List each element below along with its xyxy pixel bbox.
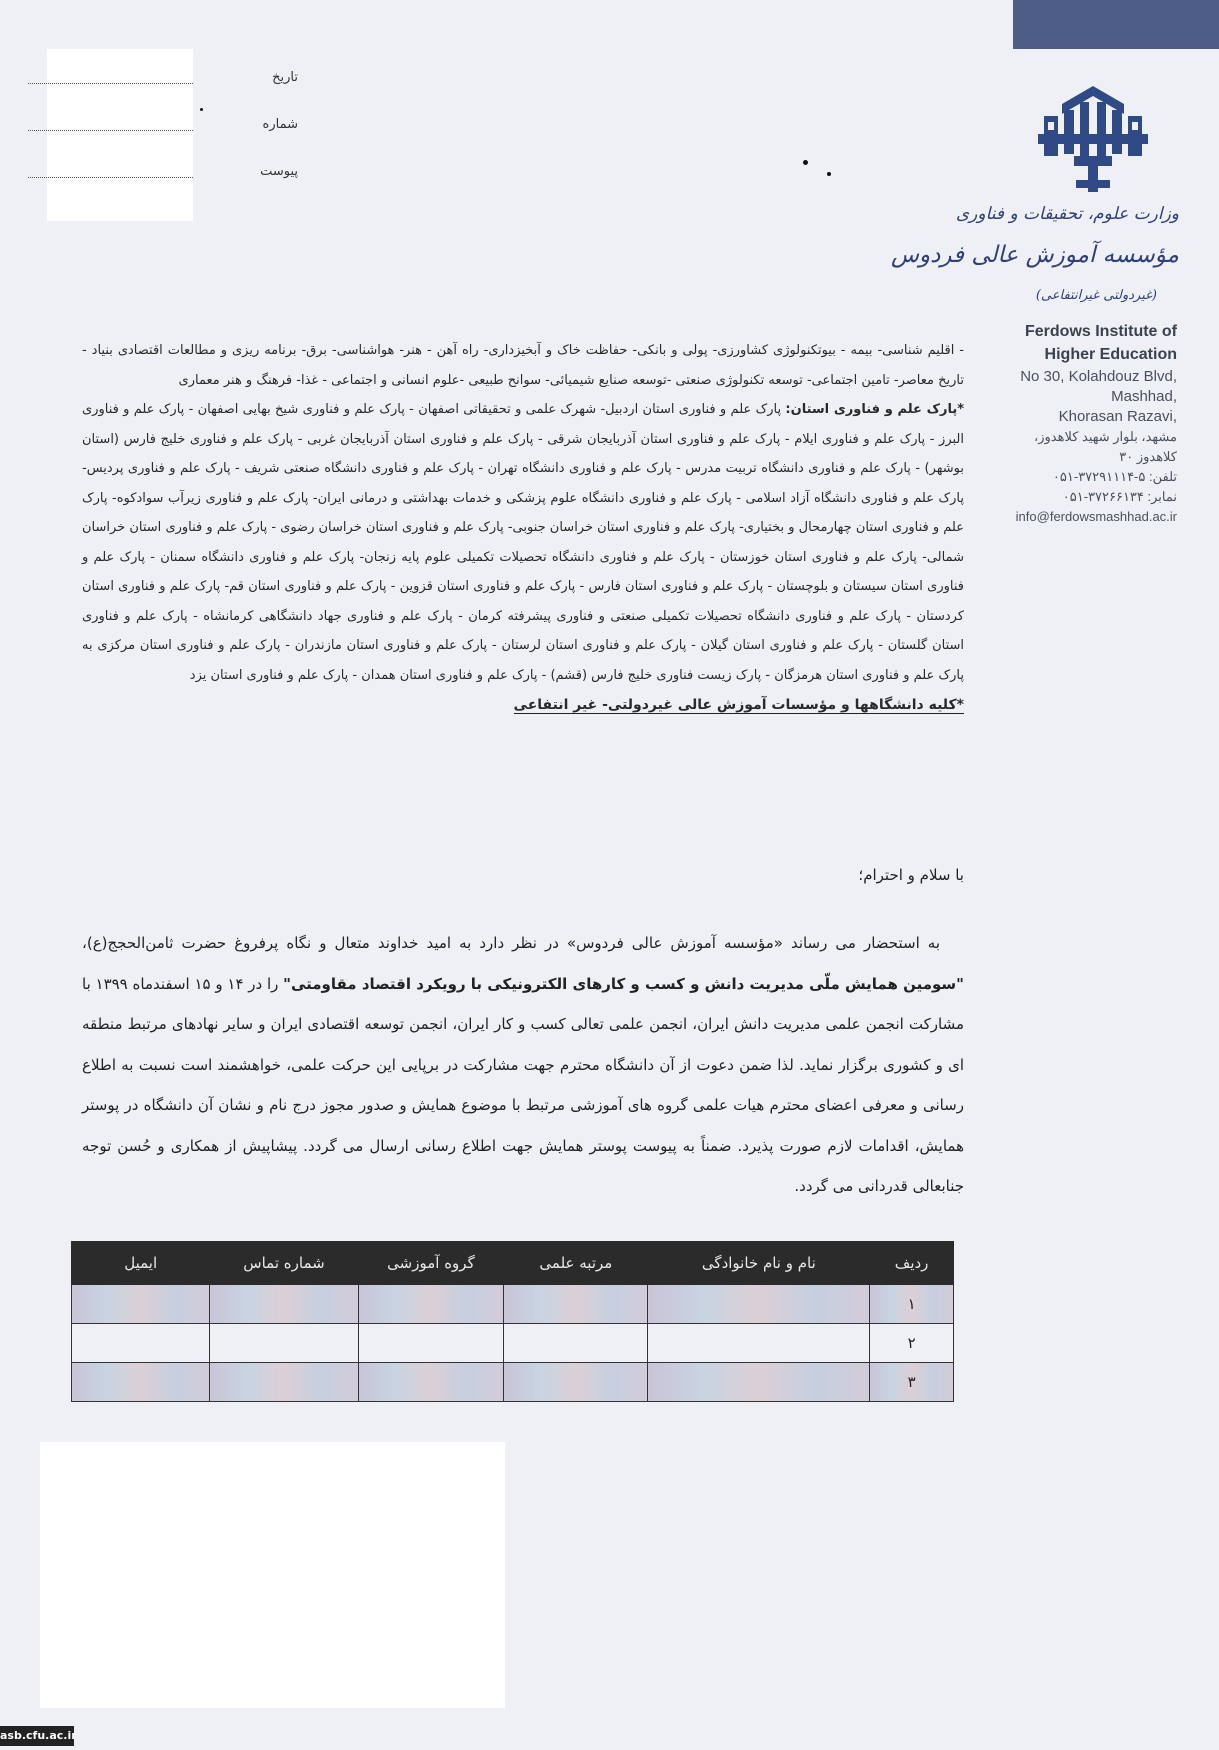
research-institutes-text: - اقلیم شناسی- بیمه - بیوتکنولوژی کشاورزی- پولی و بانکی- حفاظت خاک و آبخیزداری- راه آهن - هنر- هواشناسی- برق- برنامه ریزی و مطالعات اقتصادی بنیاد - تاریخ معاصر- تامین اجتماعی- توسعه تکنولوژی صنعتی -توسعه صنایع شیمیائی- سوانح طبیعی -علوم انسانی و اجتماعی - غذا- فرهنگ و هنر معماری <box>82 343 964 388</box>
participants-table <box>71 1241 954 1402</box>
col-phone: شماره تماس <box>210 1242 358 1285</box>
science-parks-title: *پارک علم و فناوری استان: <box>785 402 965 417</box>
table-row <box>72 1363 954 1402</box>
institute-name-en-line2: Higher Education <box>1044 346 1177 363</box>
cell-email[interactable] <box>72 1363 210 1402</box>
fax-number: نمابر: ۳۷۲۶۶۱۳۴-۰۵۱ <box>1062 489 1177 504</box>
event-title: "سومین همایش ملّی مدیریت دانش و کسب و کارهای الکترونیکی با رویکرد اقتصاد مقاومتی" <box>283 974 964 993</box>
universities-recipient: *کلیه دانشگاهها و مؤسسات آموزش عالی غیردولتی- غیر انتفاعی <box>513 697 964 713</box>
table-row <box>72 1285 954 1324</box>
cell-academic-rank[interactable] <box>504 1363 648 1402</box>
site-watermark[interactable]: asb.cfu.ac.ir <box>0 1726 74 1746</box>
header-color-bar <box>1013 0 1219 49</box>
cell-phone[interactable] <box>210 1363 358 1402</box>
address-fa-line1: مشهد، بلوار شهید کلاهدوز، <box>1034 429 1177 444</box>
address-en-line2: Mashhad, <box>1111 388 1177 405</box>
attachment-field <box>28 164 298 186</box>
dotted-line <box>28 130 193 131</box>
col-academic-rank: مرتبه علمی <box>504 1242 648 1285</box>
institute-logo-icon <box>1038 82 1148 192</box>
row-number: ۳ <box>870 1363 954 1402</box>
letter-details: را در ۱۴ و ۱۵ اسفندماه ۱۳۹۹ با مشارکت انجمن علمی مدیریت دانش ایران، انجمن علمی تعالی کسب و کار ایران، انجمن توسعه اقتصادی ایران و سایر نهادهای مرتبط منطقه ای و کشوری برگزار نماید. لذا ضمن دعوت از آن دانشگاه محترم جهت مشارکت در برپایی این حرکت علمی، خواهشمند است نسبت به اطلاع رسانی و معرفی اعضای محترم هیات علمی گروه های آموزشی مرتبط با موضوع همایش و صدور مجوز درج نام و نشان آن دانشگاه در پوستر همایش، اقدامات لازم صورت پذیرد. ضمناً به پیوست پوستر همایش جهت اطلاع رسانی ارسال می گردد. پیشاپیش از همکاری و حُسن توجه جنابعالی قدردانی می گردد. <box>82 974 964 1195</box>
institute-type-fa: (غیردولتی غیرانتفاعی) <box>1035 288 1157 303</box>
cell-department[interactable] <box>358 1363 504 1402</box>
cell-email[interactable] <box>72 1285 210 1324</box>
cell-academic-rank[interactable] <box>504 1285 648 1324</box>
address-fa-line2: کلاهدوز ۳۰ <box>1119 449 1177 464</box>
row-number: ۱ <box>870 1285 954 1324</box>
dotted-line <box>28 83 193 84</box>
cell-fullname[interactable] <box>648 1324 870 1363</box>
cell-academic-rank[interactable] <box>504 1324 648 1363</box>
cell-email[interactable] <box>72 1324 210 1363</box>
date-label: تاریخ <box>272 70 298 85</box>
attachment-label: پیوست <box>260 164 298 179</box>
letter-body <box>82 923 964 1207</box>
science-parks-list: پارک علم و فناوری استان اردبیل- شهرک علمی و تحقیقاتی اصفهان - پارک علم و فناوری شیخ بهایی اصفهان - پارک علم و فناوری البرز - پارک علم و فناوری ایلام - پارک علم و فناوری استان آذربایجان شرقی - پارک علم و فناوری استان آذربایجان غربی - پارک علم و فناوری خلیج فارس (استان بوشهر) - پارک علم و فناوری دانشگاه تربیت مدرس - پارک علم و فناوری دانشگاه تهران - پارک علم و فناوری دانشگاه صنعتی شریف - پارک علم و فناوری پردیس- پارک علم و فناوری دانشگاه آزاد اسلامی - پارک علم و فناوری دانشگاه علوم پزشکی و خدمات بهداشتی و درمانی ایران- پارک علم و فناوری زیرآب سوادکوه- پارک علم و فناوری استان چهارمحال و بختیاری- پارک علم و فناوری استان خراسان جنوبی- پارک علم و فناوری استان خراسان رضوی - پارک علم و فناوری استان خراسان شمالی- پارک علم و فناوری استان خوزستان - پارک علم و فناوری دانشگاه تحصیلات تکمیلی علوم پایه زنجان- پارک علم و فناوری دانشگاه سمنان - پارک علم و فناوری استان سیستان و بلوچستان - پارک علم و فناوری استان فارس - پارک علم و فناوری استان قزوین - پارک علم و فناوری استان قم- پارک علم و فناوری استان کردستان - پارک علم و فناوری دانشگاه تحصیلات تکمیلی صنعتی و فناوری پیشرفته کرمان - پارک علم و فناوری جهاد دانشگاهی کرمانشاه - پارک علم و فناوری استان گلستان - پارک علم و فناوری استان گیلان - پارک علم و فناوری استان لرستان - پارک علم و فناوری استان مازندران - پارک علم و فناوری استان مرکزی به پارک علم و فناوری استان هرمزگان - پارک زیست فناوری خلیج فارس (قشم) - پارک علم و فناوری استان همدان - پارک علم و فناوری استان یزد <box>82 402 964 683</box>
col-email: ایمیل <box>72 1242 210 1285</box>
col-row: ردیف <box>870 1242 954 1285</box>
table-header-row <box>72 1242 954 1285</box>
institute-name-en-line1: Ferdows Institute of <box>1025 323 1177 340</box>
address-en-line3: Khorasan Razavi, <box>1058 408 1177 425</box>
cell-phone[interactable] <box>210 1324 358 1363</box>
phone-number: تلفن: ۵-۳۷۲۹۱۱۱۴-۰۵۱ <box>1052 469 1177 484</box>
institute-name-fa: مؤسسه آموزش عالی فردوس <box>890 242 1179 268</box>
science-parks-paragraph <box>82 395 964 690</box>
recipients-list <box>82 336 964 721</box>
dotted-line <box>28 177 193 178</box>
institute-name-en <box>1025 320 1177 366</box>
address-en-line1: No 30, Kolahdouz Blvd, <box>1020 368 1177 385</box>
ministry-name: وزارت علوم، تحقیقات و فناوری <box>955 204 1179 224</box>
number-field <box>28 117 298 139</box>
cell-fullname[interactable] <box>648 1285 870 1324</box>
col-department: گروه آموزشی <box>358 1242 504 1285</box>
letter-intro: به استحضار می رساند «مؤسسه آموزش عالی فردوس» در نظر دارد به امید خداوند متعال و نگاه پرفروغ حضرت ثامن‌الحجج(ع)، <box>82 934 940 952</box>
cell-department[interactable] <box>358 1324 504 1363</box>
greeting: با سلام و احترام؛ <box>858 866 964 884</box>
date-field <box>28 70 298 92</box>
institute-contact <box>1016 367 1177 527</box>
number-label: شماره <box>262 117 298 132</box>
cell-fullname[interactable] <box>648 1363 870 1402</box>
redacted-area-bottom <box>40 1442 505 1708</box>
col-fullname: نام و نام خانوادگی <box>648 1242 870 1285</box>
row-number: ۲ <box>870 1324 954 1363</box>
table-row <box>72 1324 954 1363</box>
cell-department[interactable] <box>358 1285 504 1324</box>
cell-phone[interactable] <box>210 1285 358 1324</box>
email-address: info@ferdowsmashhad.ac.ir <box>1015 509 1177 524</box>
